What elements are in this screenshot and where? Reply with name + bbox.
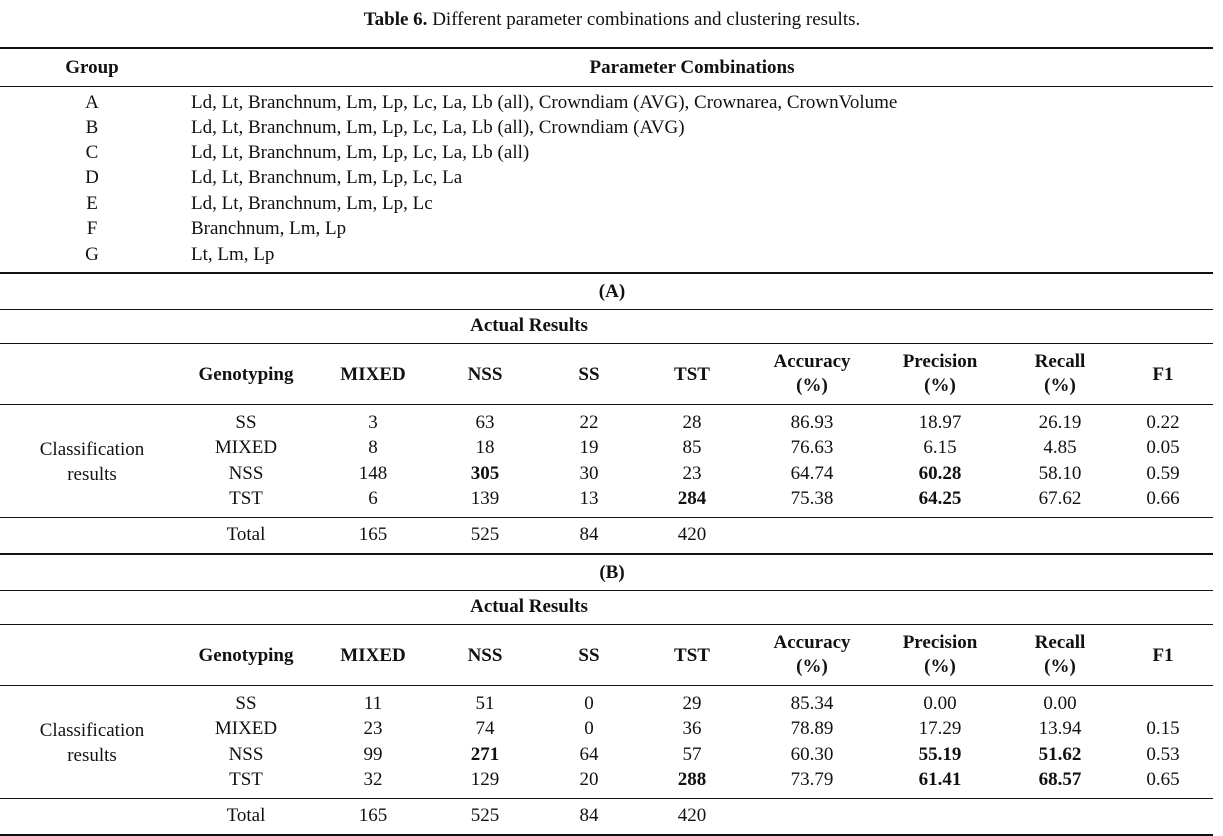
rule-line <box>0 553 1213 555</box>
column-header-unit: (%) <box>796 375 828 396</box>
group-letter: C <box>85 142 99 163</box>
column-header: Genotyping <box>198 364 294 385</box>
table-cell: 36 <box>682 718 702 739</box>
table-cell: 148 <box>358 463 388 484</box>
table-cell: 0.65 <box>1146 769 1180 790</box>
table-cell: 51 <box>475 693 495 714</box>
table-cell: 0.66 <box>1146 488 1180 509</box>
table-cell: 139 <box>470 488 500 509</box>
table-cell: 74 <box>475 718 495 739</box>
table-cell: 0 <box>584 693 594 714</box>
table-cell: 0.05 <box>1146 437 1180 458</box>
column-header: Recall <box>1034 351 1086 372</box>
table-cell: 305 <box>470 463 500 484</box>
column-header: Precision <box>902 632 978 653</box>
table-cell: 26.19 <box>1038 412 1082 433</box>
table-cell: 0.15 <box>1146 718 1180 739</box>
column-header: TST <box>674 364 710 385</box>
table-cell: 76.63 <box>790 437 834 458</box>
group-letter: D <box>85 167 99 188</box>
table-cell: 68.57 <box>1038 769 1082 790</box>
column-header: Accuracy <box>773 632 851 653</box>
total-cell: 525 <box>470 805 500 826</box>
group-parameters: Ld, Lt, Branchnum, Lm, Lp, Lc <box>191 193 433 214</box>
column-header: F1 <box>1152 364 1174 385</box>
total-label: Total <box>226 524 266 545</box>
table-cell: 0.00 <box>1043 693 1077 714</box>
column-header: SS <box>578 645 600 666</box>
table-cell: 73.79 <box>790 769 834 790</box>
table-cell: 32 <box>363 769 383 790</box>
group-letter: E <box>86 193 98 214</box>
table-cell: 18 <box>475 437 495 458</box>
table-cell: 57 <box>682 744 702 765</box>
caption-label: Table 6. <box>363 9 428 30</box>
rule-line <box>0 272 1213 274</box>
total-cell: 525 <box>470 524 500 545</box>
actual-results-header: Actual Results <box>470 315 588 336</box>
table-cell: 28 <box>682 412 702 433</box>
table-cell: 0.22 <box>1146 412 1180 433</box>
column-header-unit: (%) <box>1044 375 1076 396</box>
table-cell: 85 <box>682 437 702 458</box>
row-label: NSS <box>228 744 264 765</box>
table-cell: 99 <box>363 744 383 765</box>
column-header-unit: (%) <box>924 375 956 396</box>
table-cell: 29 <box>682 693 702 714</box>
table-cell: 30 <box>579 463 599 484</box>
rule-line <box>0 343 1213 344</box>
table-cell: 6 <box>368 488 378 509</box>
rule-line <box>0 47 1213 49</box>
table-cell: 63 <box>475 412 495 433</box>
table-cell: 60.30 <box>790 744 834 765</box>
table-cell: 75.38 <box>790 488 834 509</box>
table-cell: 17.29 <box>918 718 962 739</box>
caption-text: Different parameter combinations and clustering results. <box>427 9 861 30</box>
column-header: Precision <box>902 351 978 372</box>
column-header-unit: (%) <box>924 656 956 677</box>
row-label: SS <box>235 693 257 714</box>
row-label: TST <box>229 488 263 509</box>
rule-line <box>0 798 1213 799</box>
header-group: Group <box>65 57 119 78</box>
column-header: SS <box>578 364 600 385</box>
group-parameters: Ld, Lt, Branchnum, Lm, Lp, Lc, La <box>191 167 463 188</box>
table-cell: 284 <box>677 488 707 509</box>
group-parameters: Lt, Lm, Lp <box>191 244 275 265</box>
column-header: NSS <box>467 645 503 666</box>
row-label: SS <box>235 412 257 433</box>
rule-line <box>0 86 1213 87</box>
column-header: NSS <box>467 364 503 385</box>
row-group-label: results <box>67 464 117 485</box>
rule-line <box>0 590 1213 591</box>
table-cell: 0 <box>584 718 594 739</box>
column-header: MIXED <box>340 364 406 385</box>
row-label: NSS <box>228 463 264 484</box>
section-label: (B) <box>599 562 625 583</box>
rule-line <box>0 404 1213 405</box>
table-cell: 20 <box>579 769 599 790</box>
table-caption <box>364 9 861 31</box>
column-header: Accuracy <box>773 351 851 372</box>
column-header: Genotyping <box>198 645 294 666</box>
total-cell: 420 <box>677 524 707 545</box>
table-cell: 0.53 <box>1146 744 1180 765</box>
total-cell: 165 <box>358 524 388 545</box>
table-cell: 61.41 <box>918 769 962 790</box>
header-parameter-combinations: Parameter Combinations <box>589 57 795 78</box>
rule-line <box>0 624 1213 625</box>
section-label: (A) <box>598 281 626 302</box>
row-label: TST <box>229 769 263 790</box>
column-header: MIXED <box>340 645 406 666</box>
group-parameters: Ld, Lt, Branchnum, Lm, Lp, Lc, La, Lb (all), Crowndiam (AVG) <box>191 117 685 138</box>
group-letter: G <box>85 244 99 265</box>
table-cell: 129 <box>470 769 500 790</box>
row-group-label: Classification <box>39 439 145 460</box>
group-parameters: Ld, Lt, Branchnum, Lm, Lp, Lc, La, Lb (all), Crowndiam (AVG), Crownarea, CrownVolume <box>191 92 898 113</box>
row-group-label: results <box>67 745 117 766</box>
table-cell: 11 <box>363 693 383 714</box>
group-letter: B <box>85 117 99 138</box>
table-cell: 23 <box>682 463 702 484</box>
table-cell: 58.10 <box>1038 463 1082 484</box>
total-cell: 84 <box>579 805 599 826</box>
total-label: Total <box>226 805 266 826</box>
table-cell: 64 <box>579 744 599 765</box>
total-cell: 165 <box>358 805 388 826</box>
table-cell: 4.85 <box>1043 437 1077 458</box>
group-letter: A <box>85 92 99 113</box>
row-group-label: Classification <box>39 720 145 741</box>
rule-line <box>0 685 1213 686</box>
table-cell: 288 <box>677 769 707 790</box>
group-letter: F <box>86 218 98 239</box>
table-cell: 0.00 <box>923 693 957 714</box>
table-cell: 86.93 <box>790 412 834 433</box>
column-header-unit: (%) <box>796 656 828 677</box>
table-cell: 13.94 <box>1038 718 1082 739</box>
table-cell: 8 <box>368 437 378 458</box>
table-cell: 271 <box>470 744 500 765</box>
total-cell: 84 <box>579 524 599 545</box>
table-cell: 51.62 <box>1038 744 1082 765</box>
table-cell: 60.28 <box>918 463 962 484</box>
table-cell: 85.34 <box>790 693 834 714</box>
group-parameters: Ld, Lt, Branchnum, Lm, Lp, Lc, La, Lb (all) <box>191 142 530 163</box>
row-label: MIXED <box>214 437 278 458</box>
table-cell: 6.15 <box>923 437 957 458</box>
table-cell: 3 <box>368 412 378 433</box>
table-cell: 0.59 <box>1146 463 1180 484</box>
table-cell: 67.62 <box>1038 488 1082 509</box>
table-cell: 64.25 <box>918 488 962 509</box>
column-header-unit: (%) <box>1044 656 1076 677</box>
table-cell: 22 <box>579 412 599 433</box>
table-cell: 19 <box>579 437 599 458</box>
column-header: F1 <box>1152 645 1174 666</box>
group-parameters: Branchnum, Lm, Lp <box>191 218 347 239</box>
rule-line <box>0 309 1213 310</box>
table-cell: 18.97 <box>918 412 962 433</box>
table-cell: 64.74 <box>790 463 834 484</box>
actual-results-header: Actual Results <box>470 596 588 617</box>
column-header: TST <box>674 645 710 666</box>
table-cell: 78.89 <box>790 718 834 739</box>
rule-line <box>0 517 1213 518</box>
table-cell: 13 <box>579 488 599 509</box>
total-cell: 420 <box>677 805 707 826</box>
row-label: MIXED <box>214 718 278 739</box>
table-cell: 23 <box>363 718 383 739</box>
table-cell: 55.19 <box>918 744 962 765</box>
column-header: Recall <box>1034 632 1086 653</box>
